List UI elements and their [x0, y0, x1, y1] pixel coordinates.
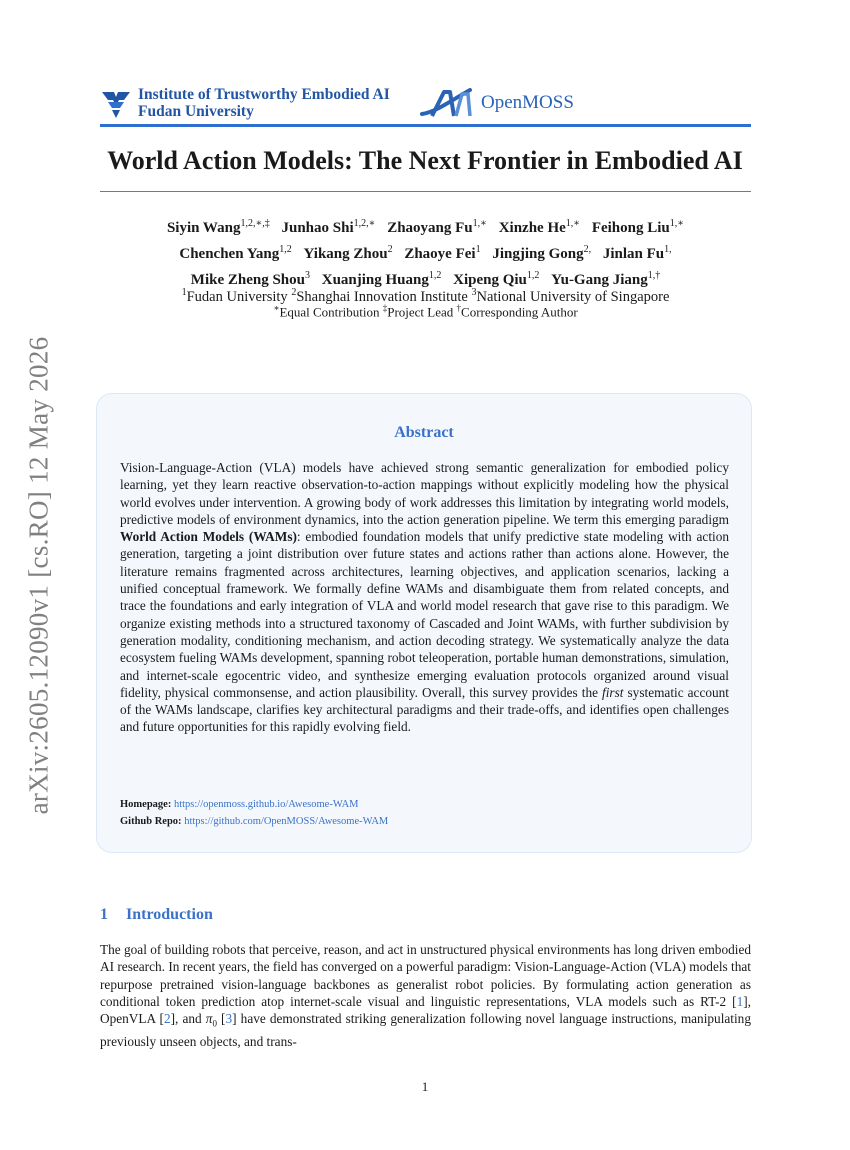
- introduction-text: The goal of building robots that perceive, reason, and act in unstructured physical environments has long driven embodied AI research. In recent years, the field has converged on a powerful paradigm: Vision-Language-Action (VLA) models that repurpose pretrained vision-language backbones as generalist robot policies. By formulating action generation as conditional token prediction atop internet-scale visual and linguistic representations, VLA models such as RT-2 [1], OpenVLA [2], and $\pi_0$ [3] have demonstrated striking generalization following novel language instructions, manipulating previously unseen objects, and trans-: [100, 942, 752, 1050]
- section-number: 1: [100, 906, 108, 923]
- homepage-link[interactable]: https://openmoss.github.io/Awesome-WAM: [173, 799, 359, 810]
- repo-label: Github Repo:: [120, 816, 182, 827]
- author: Xinzhe $He^{1,∗}$: [498, 218, 581, 236]
- author-list: [100, 213, 751, 291]
- affiliations: $^1$Fudan University $^2$Shanghai Innovation Institute $^3$National University of Singapore: [181, 287, 670, 305]
- project-links: [120, 796, 388, 830]
- title-rule: [100, 191, 751, 192]
- author: Mike Zheng Shou$^3$: [190, 270, 310, 288]
- abstract-box: [96, 393, 752, 853]
- section-title: Introduction: [126, 906, 213, 923]
- abstract-text: Vision-Language-Action (VLA) models have achieved strong semantic generalization for embodied policy learning, yet they learn reactive observation-to-action mappings without explicitly modeling how the physical world evolves under intervention. A growing body of work addresses this limitation by integrating world models, predictive models of environment dynamics, into the action generation pipeline. We term this emerging paradigm World Action Models (WAMs): embodied foundation models that unify predictive state modeling with action generation, targeting a joint distribution over future states and actions rather than actions alone. However, the literature remains fragmented across architectures, learning objectives, and application scenarios, lacking a unified conceptual framework. We formally define WAMs and disambiguate them from related concepts, and trace the foundations and early integration of VLA and world model research that gave rise to this paradigm. We organize existing methods into a structured taxonomy of Cascaded and Joint WAMs, with further subdivision by generation modality, conditioning mechanism, and action decoding strategy. We systematically analyze the data ecosystem fueling WAMs development, spanning robot teleoperation, portable human demonstrations, simulation, and internet-scale egocentric video, and synthesize emerging evaluation protocols organized around visual fidelity, physical commonsense, and action plausibility. Overall, this survey provides the first systematic account of the WAMs landscape, clarifies key architectural paradigms and their trade-offs, and identifies open challenges and future opportunities for this rapidly evolving field.: [120, 460, 729, 735]
- author: Junhao Shi$^{1,2,∗}$: [281, 218, 376, 236]
- openmoss-logo-icon: [418, 86, 480, 120]
- author: Xipeng Qiu$^{1,2}$: [453, 270, 540, 288]
- homepage-label: Homepage:: [120, 799, 172, 810]
- author: Jingjing Gong$^{2,}$: [492, 244, 592, 262]
- header-rule: [100, 124, 751, 127]
- author: Jinlan $Fu^{1,}$: [602, 244, 672, 262]
- institution-line1: Institute of Trustworthy Embodied AI: [138, 86, 390, 103]
- arxiv-stamp: [21, 316, 57, 834]
- github-repo-link[interactable]: https://github.com/OpenMOSS/Awesome-WAM: [184, 816, 389, 827]
- author: Yu-Gang Jiang$^{1,\dagger}$: [551, 270, 661, 288]
- section-heading: [100, 906, 213, 924]
- contribution-notes: ∗Equal Contribution ‡Project Lead †Corresponding Author: [273, 303, 578, 320]
- citation-link[interactable]: 2: [163, 1011, 171, 1027]
- author: Zhaoyang $Fu^{1,∗}$: [387, 218, 487, 236]
- institution-name: [138, 86, 390, 120]
- paper-title: World Action Models: The Next Frontier in Embodied AI: [107, 146, 743, 175]
- page-number: 1: [421, 1079, 429, 1094]
- author: Chenchen Yang$^{1,2}$: [179, 244, 292, 262]
- page-header: [100, 82, 751, 124]
- institution-line2: Fudan University: [138, 103, 254, 120]
- arxiv-stamp-text: arXiv:2605.12090v1 [cs.RO] 12 May 2026: [23, 336, 54, 814]
- author: Yikang Zhou$^2$: [303, 244, 393, 262]
- citation-link[interactable]: 3: [225, 1011, 233, 1027]
- partner-name: OpenMOSS: [481, 92, 574, 113]
- author: Xuanjing Huang$^{1,2}$: [321, 270, 442, 288]
- citation-link[interactable]: 1: [736, 993, 744, 1009]
- abstract-heading: Abstract: [394, 424, 454, 441]
- author: Siyin Wang$^{1,2,∗,\ddagger}$: [166, 218, 270, 236]
- institute-logo-icon: [100, 88, 132, 120]
- author: Zhaoye Fei$^1$: [404, 244, 481, 262]
- author: Feihong Liu$^{1,∗}$: [591, 218, 685, 236]
